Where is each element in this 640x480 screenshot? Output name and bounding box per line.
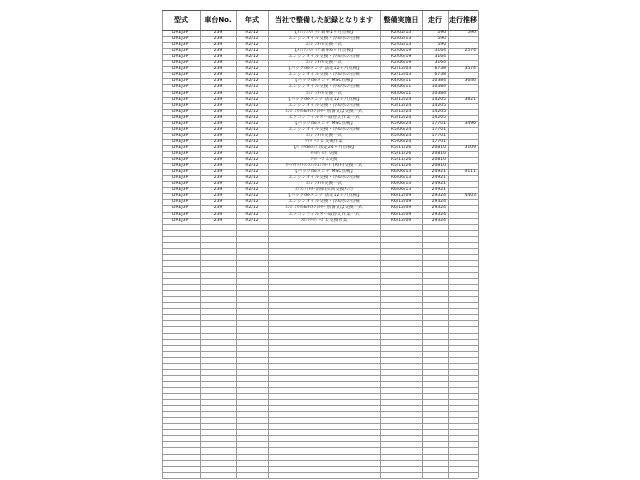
cell-chassis: 239 <box>213 187 223 193</box>
cell-date: R6/12/09 <box>390 205 412 211</box>
grid-row-line <box>162 345 478 346</box>
cell-trend: 3496 <box>464 120 476 126</box>
cell-mileage: 24921 <box>431 169 446 175</box>
cell-trend: 3574 <box>464 66 476 72</box>
cell-record: ｴﾝｼﾞﾝｵｲﾙ交換一式 <box>306 90 342 96</box>
cell-trend: 3821 <box>464 96 476 102</box>
cell-model: DREJ3P <box>172 30 189 35</box>
cell-record: ｴｱｺﾝﾌｨﾙﾀｰ清掃(次回交換ﾒﾝﾃ) <box>295 187 353 193</box>
cell-year: R2/12 <box>245 108 259 114</box>
grid-column-line <box>162 10 163 478</box>
cell-model: DREJ3P <box>172 114 189 120</box>
cell-record: ｵｰﾄﾏﾁｯｸﾄﾗﾝｽﾐｯｼｮﾝﾌﾙｰﾄﾞ(ATF)交換一式 <box>285 163 363 169</box>
cell-model: DREJ3P <box>172 90 189 96</box>
cell-mileage: 590 <box>437 30 446 35</box>
cell-model: DREJ3P <box>172 132 189 138</box>
header-record: 当社で整備した記録となります <box>275 16 373 24</box>
cell-date: R5/06/24 <box>390 132 412 138</box>
cell-model: DREJ3P <box>172 78 189 84</box>
cell-model: DREJ3P <box>172 138 189 144</box>
cell-mileage: 590 <box>437 36 446 42</box>
cell-chassis: 239 <box>213 199 223 205</box>
cell-chassis: 239 <box>213 96 223 102</box>
grid-row-line <box>162 248 478 249</box>
header-year: 年式 <box>245 16 259 24</box>
cell-chassis: 239 <box>213 90 223 96</box>
grid-row-line <box>162 387 478 388</box>
grid-row-line <box>162 399 478 400</box>
cell-date: R4/06/11 <box>390 84 412 90</box>
grid-row-line <box>162 417 478 418</box>
grid-row-line <box>162 375 478 376</box>
cell-date: R2/06/19 <box>390 54 412 60</box>
cell-mileage: 10384 <box>431 84 446 90</box>
cell-model: DREJ3P <box>172 169 189 175</box>
cell-record: ｴﾝｼﾞﾝｵｲﾙ&ｵｲﾙﾌｨﾙﾀｰ 別番又は交換一式 <box>285 108 363 114</box>
cell-trend: 4111 <box>464 169 476 175</box>
cell-model: DREJ3P <box>172 72 189 78</box>
cell-year: R2/12 <box>245 169 259 175</box>
cell-date: R3/12/24 <box>390 114 412 120</box>
cell-mileage: 10384 <box>431 90 446 96</box>
cell-chassis: 239 <box>213 54 223 60</box>
grid-row-line <box>162 363 478 364</box>
cell-date: R6/06/13 <box>390 181 412 187</box>
cell-model: DREJ3P <box>172 199 189 205</box>
cell-record: エンジンオイル交換・冷却水の点検 <box>288 199 360 205</box>
cell-record: 【パックdeメンテ MSC点検】 <box>293 120 355 126</box>
grid-row-line <box>162 254 478 255</box>
cell-year: R2/12 <box>245 72 259 78</box>
cell-record: 【ﾊﾟｯｸdeﾒﾝﾃ 法定24ヶ月点検】 <box>291 144 357 150</box>
cell-model: DREJ3P <box>172 144 189 150</box>
cell-record: 【パックdeメンテ MSC点検】 <box>293 78 355 84</box>
cell-year: R2/12 <box>245 54 259 60</box>
grid-row-line <box>162 272 478 273</box>
cell-mileage: 6738 <box>434 66 446 72</box>
cell-record: エアコンフィルター取替え作業一式 <box>288 211 360 217</box>
cell-model: DREJ3P <box>172 181 189 187</box>
cell-chassis: 239 <box>213 120 223 126</box>
grid-row-line <box>162 454 478 455</box>
cell-year: R2/12 <box>245 211 259 217</box>
grid-row-line <box>162 308 478 309</box>
grid-row-line <box>162 447 478 448</box>
cell-year: R2/12 <box>245 175 259 181</box>
header-mileage: 走行 <box>428 16 442 24</box>
cell-date: R3/12/24 <box>390 108 412 114</box>
grid-row-line <box>162 393 478 394</box>
cell-year: R2/12 <box>245 114 259 120</box>
cell-mileage: 24921 <box>431 175 446 181</box>
cell-mileage: 3164 <box>434 54 446 60</box>
cell-model: DREJ3P <box>172 36 189 42</box>
cell-trend: 590 <box>467 30 476 35</box>
grid-row-line <box>162 266 478 267</box>
cell-trend <box>448 218 476 224</box>
cell-model: DREJ3P <box>172 60 189 66</box>
cell-mileage: 17701 <box>431 132 446 138</box>
grid-row-line <box>162 290 478 291</box>
cell-model: DREJ3P <box>172 42 189 48</box>
header-chassis-number: 車台No. <box>204 16 232 24</box>
cell-year: R2/12 <box>245 60 259 66</box>
grid-row-line <box>162 411 478 412</box>
cell-chassis: 239 <box>213 157 223 163</box>
cell-year: R2/12 <box>245 132 259 138</box>
cell-year: R2/12 <box>245 163 259 169</box>
cell-year: R2/12 <box>245 205 259 211</box>
cell-year: R2/12 <box>245 96 259 102</box>
cell-date: R6/06/13 <box>390 169 412 175</box>
cell-record: ｴﾝｼﾞﾝｵｲﾙ交換一式 <box>306 60 342 66</box>
cell-mileage: 20810 <box>431 163 446 169</box>
cell-year: R2/12 <box>245 90 259 96</box>
grid-column-line <box>478 10 479 478</box>
cell-mileage: 17701 <box>431 126 446 132</box>
cell-chassis: 239 <box>213 132 223 138</box>
cell-record: エンジンオイル交換・冷却水の点検 <box>288 54 360 60</box>
cell-mileage: 17701 <box>431 120 446 126</box>
cell-model: DREJ3P <box>172 120 189 126</box>
cell-record: 【ﾒﾝﾃﾅﾝｽﾊﾟｯｸ 新車6ヶ月点検】 <box>292 48 356 54</box>
cell-date: R3/12/24 <box>390 96 412 102</box>
grid-row-line <box>162 357 478 358</box>
cell-date: R2/12/03 <box>390 66 412 72</box>
cell-mileage: 10384 <box>431 78 446 84</box>
cell-model: DREJ3P <box>172 175 189 181</box>
grid-row-line <box>162 278 478 279</box>
cell-date: R2/06/19 <box>390 60 412 66</box>
cell-chassis: 239 <box>213 84 223 90</box>
cell-mileage: 590 <box>437 42 446 48</box>
cell-year: R2/12 <box>245 126 259 132</box>
cell-model: DREJ3P <box>172 66 189 72</box>
cell-chassis: 239 <box>213 102 223 108</box>
grid-row-line <box>162 260 478 261</box>
cell-record: ｴﾝｼﾞﾝｵｲﾙ交換一式 <box>306 181 342 187</box>
cell-year: R2/12 <box>245 157 259 163</box>
cell-date: R6/12/09 <box>390 217 412 223</box>
header-date: 整備実施日 <box>383 16 419 24</box>
cell-date: R4/06/11 <box>390 78 412 84</box>
cell-date: R5/11/26 <box>390 144 412 150</box>
grid-row-line <box>162 460 478 461</box>
cell-date: R2/06/19 <box>390 48 412 54</box>
grid-row-line <box>162 284 478 285</box>
cell-date: R2/12/03 <box>390 72 412 78</box>
cell-chassis: 239 <box>213 114 223 120</box>
cell-date: R5/06/24 <box>390 126 412 132</box>
cell-year: R2/12 <box>245 48 259 54</box>
cell-record: 【パックdeメンテ 法定12ヶ月点検】 <box>286 96 362 102</box>
cell-mileage: 3164 <box>434 48 446 54</box>
grid-row-line <box>162 230 478 231</box>
cell-record: エンジンオイル交換・冷却水の点検 <box>288 175 360 181</box>
cell-mileage: 14205 <box>431 108 446 114</box>
cell-year: R2/12 <box>245 138 259 144</box>
cell-chassis: 239 <box>213 211 223 217</box>
cell-model: DREJ3P <box>172 96 189 102</box>
cell-mileage: 14205 <box>431 114 446 120</box>
cell-chassis: 239 <box>213 126 223 132</box>
cell-model: DREJ3P <box>172 157 189 163</box>
cell-date: R2/02/13 <box>390 42 412 48</box>
cell-year: R2/12 <box>245 102 259 108</box>
cell-record: ﾀｲﾙﾊﾞﾙﾌﾞ交換 <box>310 151 338 156</box>
cell-chassis: 239 <box>213 48 223 54</box>
grid-row-line <box>162 435 478 436</box>
cell-year: R2/12 <box>245 217 259 223</box>
cell-mileage: 6738 <box>434 72 446 78</box>
cell-mileage: 29324 <box>431 217 446 223</box>
cell-record: ｴﾝｼﾞﾝｵｲﾙ交換一式 <box>306 42 342 48</box>
cell-chassis: 239 <box>213 217 223 223</box>
cell-record: ﾌﾛﾝﾄﾜｲﾊﾟｰｺﾞﾑ 交換作業 <box>300 217 348 223</box>
cell-record: エンジンオイル交換・冷却水の点検 <box>288 84 360 90</box>
cell-trend: 3109 <box>464 144 476 150</box>
cell-model: DREJ3P <box>172 193 189 199</box>
cell-chassis: 239 <box>213 144 223 150</box>
cell-chassis: 239 <box>213 205 223 211</box>
cell-date: R6/06/13 <box>390 187 412 193</box>
cell-year: R2/12 <box>245 181 259 187</box>
cell-record: 【パックdeメンテ 法定12ヶ月点検】 <box>286 193 362 199</box>
grid-row-line <box>162 478 478 479</box>
cell-chassis: 239 <box>213 169 223 175</box>
cell-date: R6/12/09 <box>390 211 412 217</box>
cell-chassis: 239 <box>213 72 223 78</box>
cell-year: R2/12 <box>245 187 259 193</box>
grid-row-line <box>162 302 478 303</box>
cell-chassis: 239 <box>213 151 223 156</box>
cell-mileage: 29324 <box>431 199 446 205</box>
cell-mileage: 14205 <box>431 96 446 102</box>
grid-row-line <box>162 423 478 424</box>
cell-mileage: 17701 <box>431 138 446 144</box>
cell-chassis: 239 <box>213 193 223 199</box>
cell-chassis: 239 <box>213 138 223 144</box>
cell-model: DREJ3P <box>172 187 189 193</box>
cell-date: R4/06/11 <box>390 90 412 96</box>
cell-date: R3/12/24 <box>390 102 412 108</box>
cell-mileage: 29324 <box>431 193 446 199</box>
cell-chassis: 239 <box>213 175 223 181</box>
grid-row-line <box>162 339 478 340</box>
grid-row-line <box>162 466 478 467</box>
cell-year: R2/12 <box>245 42 259 48</box>
grid-row-line <box>162 320 478 321</box>
grid-row-line <box>162 441 478 442</box>
cell-mileage: 24921 <box>431 181 446 187</box>
cell-date: R2/02/13 <box>390 36 412 42</box>
cell-trend: 4403 <box>464 193 476 199</box>
grid-row-line <box>162 381 478 382</box>
cell-chassis: 239 <box>213 181 223 187</box>
cell-year: R2/12 <box>245 36 259 42</box>
cell-date: R5/11/26 <box>390 151 412 156</box>
cell-record: ｴﾝｼﾞﾝｵｲﾙ交換一式 <box>306 132 342 138</box>
cell-year: R2/12 <box>245 120 259 126</box>
cell-date: R6/12/09 <box>390 193 412 199</box>
cell-chassis: 239 <box>213 36 223 42</box>
cell-year: R2/12 <box>245 30 259 35</box>
cell-record: 【パックdeメンテ 法定12ヶ月点検】 <box>286 66 362 72</box>
cell-model: DREJ3P <box>172 151 189 156</box>
cell-model: DREJ3P <box>172 84 189 90</box>
cell-chassis: 239 <box>213 60 223 66</box>
cell-mileage: 29324 <box>431 211 446 217</box>
grid-row-line <box>162 405 478 406</box>
grid-row-line <box>162 314 478 315</box>
cell-record: ｴﾝｼﾞﾝｵｲﾙ&ｵｲﾙﾌｨﾙﾀｰ 別番又は交換一式 <box>285 205 363 211</box>
grid-row-line <box>162 429 478 430</box>
cell-year: R2/12 <box>245 193 259 199</box>
grid-row-line <box>162 236 478 237</box>
cell-trend: 2574 <box>464 48 476 54</box>
cell-year: R2/12 <box>245 199 259 205</box>
cell-model: DREJ3P <box>172 211 189 217</box>
cell-chassis: 239 <box>213 108 223 114</box>
cell-mileage: 20810 <box>431 151 446 156</box>
cell-date: R5/06/24 <box>390 138 412 144</box>
grid-row-line <box>162 224 478 225</box>
cell-mileage: 20810 <box>431 157 446 163</box>
cell-record: ﾜｲﾊﾟｰｺﾞﾑ 交換作業 <box>305 138 343 144</box>
header-mileage-trend: 走行推移 <box>449 16 477 24</box>
cell-model: DREJ3P <box>172 48 189 54</box>
cell-date: R2/02/13 <box>390 30 412 35</box>
cell-date: R5/11/26 <box>390 157 412 163</box>
grid-row-line <box>162 296 478 297</box>
cell-mileage: 20810 <box>431 144 446 150</box>
cell-mileage: 14205 <box>431 102 446 108</box>
cell-year: R2/12 <box>245 84 259 90</box>
grid-row-line <box>162 472 478 473</box>
grid-row-line <box>162 351 478 352</box>
cell-record: 【パックdeメンテ MSC点検】 <box>293 169 355 175</box>
cell-trend: 3646 <box>464 78 476 84</box>
cell-model: DREJ3P <box>172 217 189 223</box>
cell-year: R2/12 <box>245 151 259 156</box>
cell-year: R2/12 <box>245 66 259 72</box>
cell-record: エンジンオイル交換・冷却水の点検 <box>288 72 360 78</box>
cell-chassis: 239 <box>213 30 223 35</box>
cell-model: DREJ3P <box>172 54 189 60</box>
cell-year: R2/12 <box>245 78 259 84</box>
cell-record: エンジンオイル交換・冷却水の点検 <box>288 102 360 108</box>
cell-record: 【ﾒﾝﾃﾅﾝｽﾊﾟｯｸ 新車1ヶ月点検】 <box>292 30 356 35</box>
cell-chassis: 239 <box>213 78 223 84</box>
cell-date: R5/06/24 <box>390 120 412 126</box>
cell-year: R2/12 <box>245 144 259 150</box>
cell-model: DREJ3P <box>172 126 189 132</box>
cell-model: DREJ3P <box>172 108 189 114</box>
cell-mileage: 24921 <box>431 187 446 193</box>
grid-row-line <box>162 242 478 243</box>
cell-chassis: 239 <box>213 42 223 48</box>
grid-row-line <box>162 333 478 334</box>
cell-chassis: 239 <box>213 163 223 169</box>
cell-record: エアコンフィルター取替え作業一式 <box>288 114 360 120</box>
cell-model: DREJ3P <box>172 163 189 169</box>
header-model: 型式 <box>174 16 188 24</box>
cell-mileage: 29324 <box>431 205 446 211</box>
grid-row-line <box>162 326 478 327</box>
cell-mileage: 3164 <box>434 60 446 66</box>
cell-record: エンジンオイル交換・冷却水の点検 <box>288 36 360 42</box>
cell-date: R5/11/26 <box>390 163 412 169</box>
cell-date: R6/12/09 <box>390 199 412 205</box>
cell-record: ﾜｲﾊﾟｰｺﾞﾑ交換 <box>310 157 338 163</box>
cell-chassis: 239 <box>213 66 223 72</box>
cell-model: DREJ3P <box>172 102 189 108</box>
cell-date: R6/06/13 <box>390 175 412 181</box>
cell-model: DREJ3P <box>172 205 189 211</box>
grid-row-line <box>162 369 478 370</box>
cell-record: エンジンオイル交換・冷却水の点検 <box>288 126 360 132</box>
